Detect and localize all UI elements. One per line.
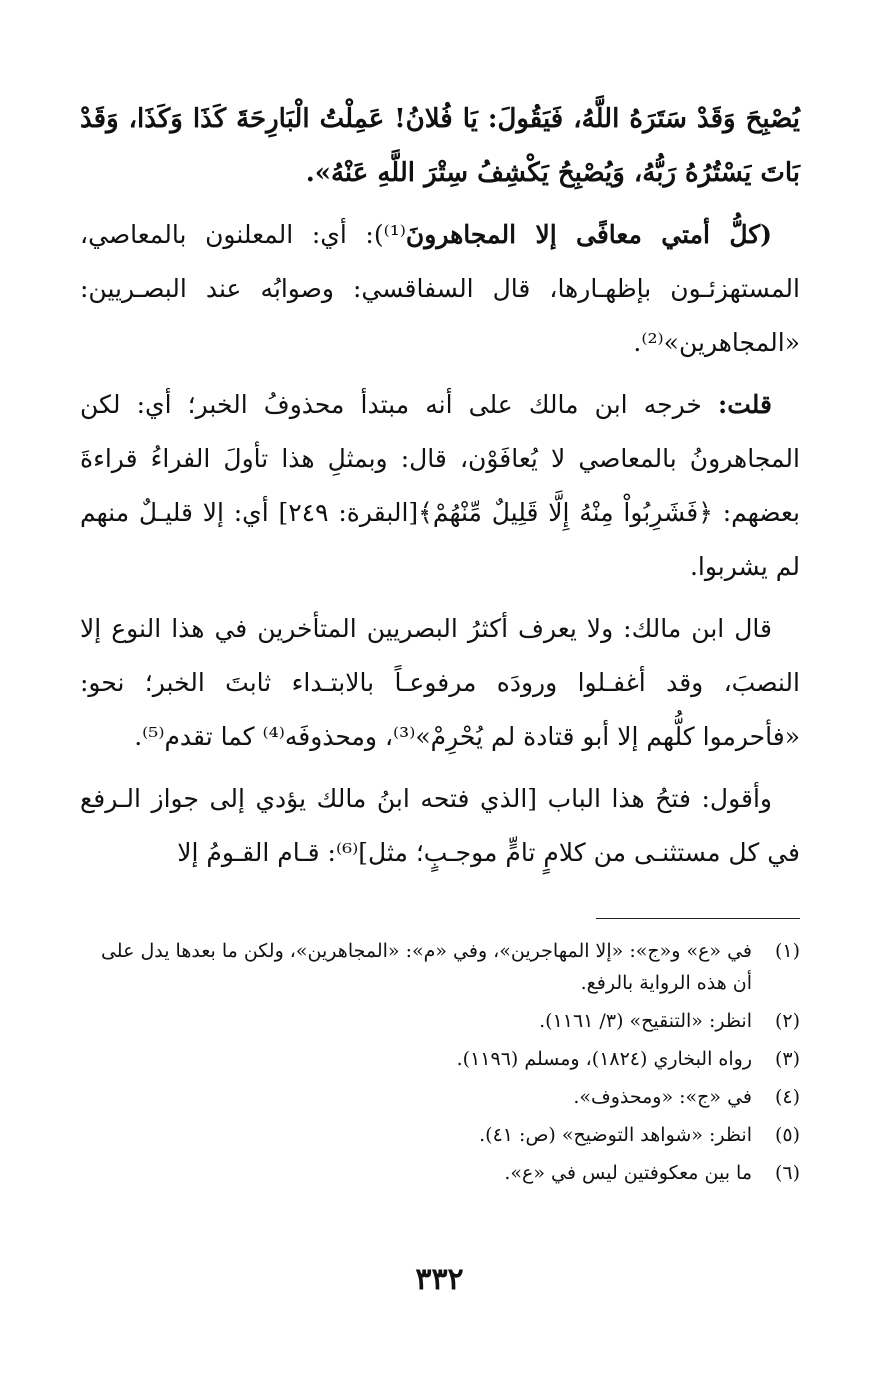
footnote-item — [80, 1043, 800, 1075]
paragraph-text: يُصْبِحَ وَقَدْ سَتَرَهُ اللَّهُ، فَيَقُولَ: يَا فُلانُ! عَمِلْتُ الْبَارِحَةَ كَذَا وَكَذَا، وَقَدْ بَاتَ يَسْتُرُهُ رَبُّهُ، وَيُصْبِحُ يَكْشِفُ سِتْرَ اللَّهِ عَنْهُ». — [80, 104, 800, 188]
paragraph-qultu — [80, 378, 800, 594]
paragraph-lead: قلت: — [717, 390, 772, 419]
footnote-item — [80, 1119, 800, 1151]
footnote-item — [80, 1157, 800, 1189]
paragraph-text: خرجه ابن مالك على أنه مبتدأ محذوفُ الخبر؛ أي: لكن المجاهرونُ بالمعاصي لا يُعافَوْن، قال: وبمثلِ هذا تأولَ الفراءُ قراءةَ بعضهم: ﴿فَشَرِبُواْ مِنْهُ إِلَّا قَلِيلٌ مِّنْهُمْ﴾[البقرة: ٢٤٩] أي: إلا قليـلٌ منهم لم يشربوا. — [80, 390, 800, 581]
paragraph-mujahirun — [80, 208, 800, 370]
footnote-text: في «ع» و«ج»: «إلا المهاجرين»، وفي «م»: «المجاهرين»، ولكن ما بعدها يدل على أن هذه الرواية بالرفع. — [100, 940, 752, 994]
footnote-number: (٣) — [774, 1048, 800, 1070]
paragraph-text: ⁽¹⁾): أي: المعلنون بالمعاصي، المستهزئـون بإظهـارها، قال السفاقسي: وصوابُه عند البصـريين: «المجاهرين»⁽²⁾. — [80, 220, 800, 357]
footnote-item — [80, 1081, 800, 1113]
main-text — [80, 92, 800, 888]
footnote-text: ما بين معكوفتين ليس في «ع». — [504, 1162, 752, 1184]
paragraph-aqulu — [80, 772, 800, 880]
footnote-number: (١) — [774, 940, 800, 962]
footnote-text: انظر: «شواهد التوضيح» (ص: ٤١). — [479, 1124, 752, 1146]
footnote-text: رواه البخاري (١٨٢٤)، ومسلم (١١٩٦). — [456, 1048, 752, 1070]
paragraph-text: وأقول: فتحُ هذا الباب [الذي فتحه ابنُ مالك يؤدي إلى جواز الـرفع في كل مستثنـى من كلامٍ تامٍّ موجـبٍ؛ مثل]⁽⁶⁾: قـام القـومُ إلا — [80, 784, 800, 867]
footnote-text: في «ج»: «ومحذوف». — [573, 1086, 752, 1108]
page-number: ٣٣٢ — [415, 1262, 464, 1297]
paragraph-hadith — [80, 92, 800, 200]
footnote-item — [80, 1005, 800, 1037]
paragraph-text: قال ابن مالك: ولا يعرف أكثرُ البصريين المتأخرين في هذا النوع إلا النصبَ، وقد أغفـلوا ورودَه مرفوعـاً بالابتـداء ثابتَ الخبر؛ نحو: «فأحرموا كلُّهم إلا أبو قتادة لم يُحْرِمْ»⁽³⁾، ومحذوفَه⁽⁴⁾ كما تقدم⁽⁵⁾. — [80, 614, 800, 751]
paragraph-ibn-malik — [80, 602, 800, 764]
footnote-text: انظر: «التنقيح» (٣/ ١١٦١). — [539, 1010, 752, 1032]
paragraph-lead: (كلُّ أمتي معافًى إلا المجاهرونَ — [405, 220, 772, 249]
footnote-divider — [596, 918, 800, 919]
footnote-number: (٢) — [774, 1010, 800, 1032]
footnotes — [80, 935, 800, 1195]
footnote-number: (٦) — [774, 1162, 800, 1184]
footnote-number: (٥) — [774, 1124, 800, 1146]
footnote-item — [80, 935, 800, 999]
footnote-number: (٤) — [774, 1086, 800, 1108]
